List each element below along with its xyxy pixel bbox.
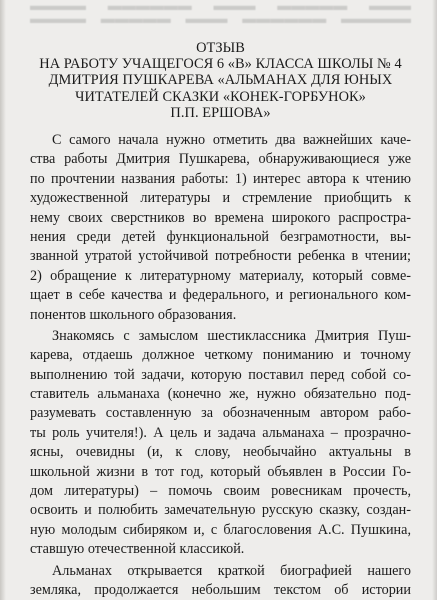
paragraph-3 <box>30 562 411 600</box>
text-line: званной утратой устойчивой потребности ребенка в чтении; <box>30 248 411 265</box>
title-line: П.П. ЕРШОВА» <box>170 104 271 121</box>
text-line: ставшую отечественной классикой. <box>30 541 245 558</box>
text-line: карева, отдаешь должное четкому пониманию и точному <box>30 347 411 364</box>
text-line: С самого начала нужно отметить два важнейших каче- <box>52 132 411 149</box>
text-line: земляка, продолжается небольшим текстом об истории <box>30 582 411 598</box>
text-line: нему своих сверстников во времена широкого распростра- <box>30 209 411 226</box>
text-line: по прочтении названия работы: 1) интерес автора к чтению <box>30 170 411 187</box>
text-line: 2) обращение к литературному материалу, который совме- <box>30 267 411 284</box>
paragraph-2 <box>30 327 411 560</box>
text-line: ную молодым сибиряком и, с благословения А.С. Пушкина, <box>30 521 411 538</box>
title-line: ОТЗЫВ <box>196 40 245 56</box>
text-line: щает в себе качества и федерального, и регионального ком- <box>30 287 411 304</box>
title-line: ДМИТРИЯ ПУШКАРЕВА «АЛЬМАНАХ ДЛЯ ЮНЫХ <box>48 72 393 89</box>
page-edge-left <box>0 0 6 600</box>
text-line: Знакомясь с замыслом шестиклассника Дмитрия Пуш- <box>52 327 411 344</box>
paragraph-1 <box>30 131 411 325</box>
text-line: ты роль учителя!). А цель и задача альманаха – прозрачно- <box>30 424 411 441</box>
text-line: нения среди детей функциональной безграмотности, вы- <box>30 228 411 245</box>
text-line: художественной литературы и стремление приобщить к <box>30 190 411 207</box>
text-line: школьной жизни в тот год, который объявлен в России Го- <box>30 463 411 480</box>
review-title <box>30 40 411 121</box>
text-line: Альманах открывается краткой биографией нашего <box>52 562 411 579</box>
text-line: выполнению той задачи, которую поставил перед собой со- <box>30 366 411 383</box>
page-edge-right <box>432 0 437 600</box>
text-line: ставитель альманаха (конечно же, нужно обязательно под- <box>30 386 411 403</box>
text-line: понентов школьного образования. <box>30 306 237 323</box>
show-through-text: ▬▬▬ ▬▬▬▬▬ ▬▬▬ ▬▬▬▬▬▬ ▬▬▬▬ ▬▬▬▬▬ ▬▬▬▬▬▬ ▬▬▬ ▬▬▬▬▬ ▬▬▬▬ <box>30 0 411 26</box>
text-line: дом литературы) – помочь своим ровесникам прочесть, <box>30 483 411 500</box>
title-line: НА РАБОТУ УЧАЩЕГОСЯ 6 «В» КЛАССА ШКОЛЫ № 4 <box>39 56 402 73</box>
text-line: ства работы Дмитрия Пушкарева, обнаруживающиеся уже <box>30 151 411 168</box>
text-line: освоить и полюбить замечательную русскую сказку, создан- <box>30 502 411 519</box>
text-line: разумевать составленную за обозначенным автором рабо- <box>30 405 411 422</box>
title-line: ЧИТАТЕЛЕЙ СКАЗКИ «КОНЕК-ГОРБУНОК» <box>75 88 366 105</box>
text-line: ясны, очевидны (и, к слову, необычайно актуальны в <box>30 444 411 461</box>
